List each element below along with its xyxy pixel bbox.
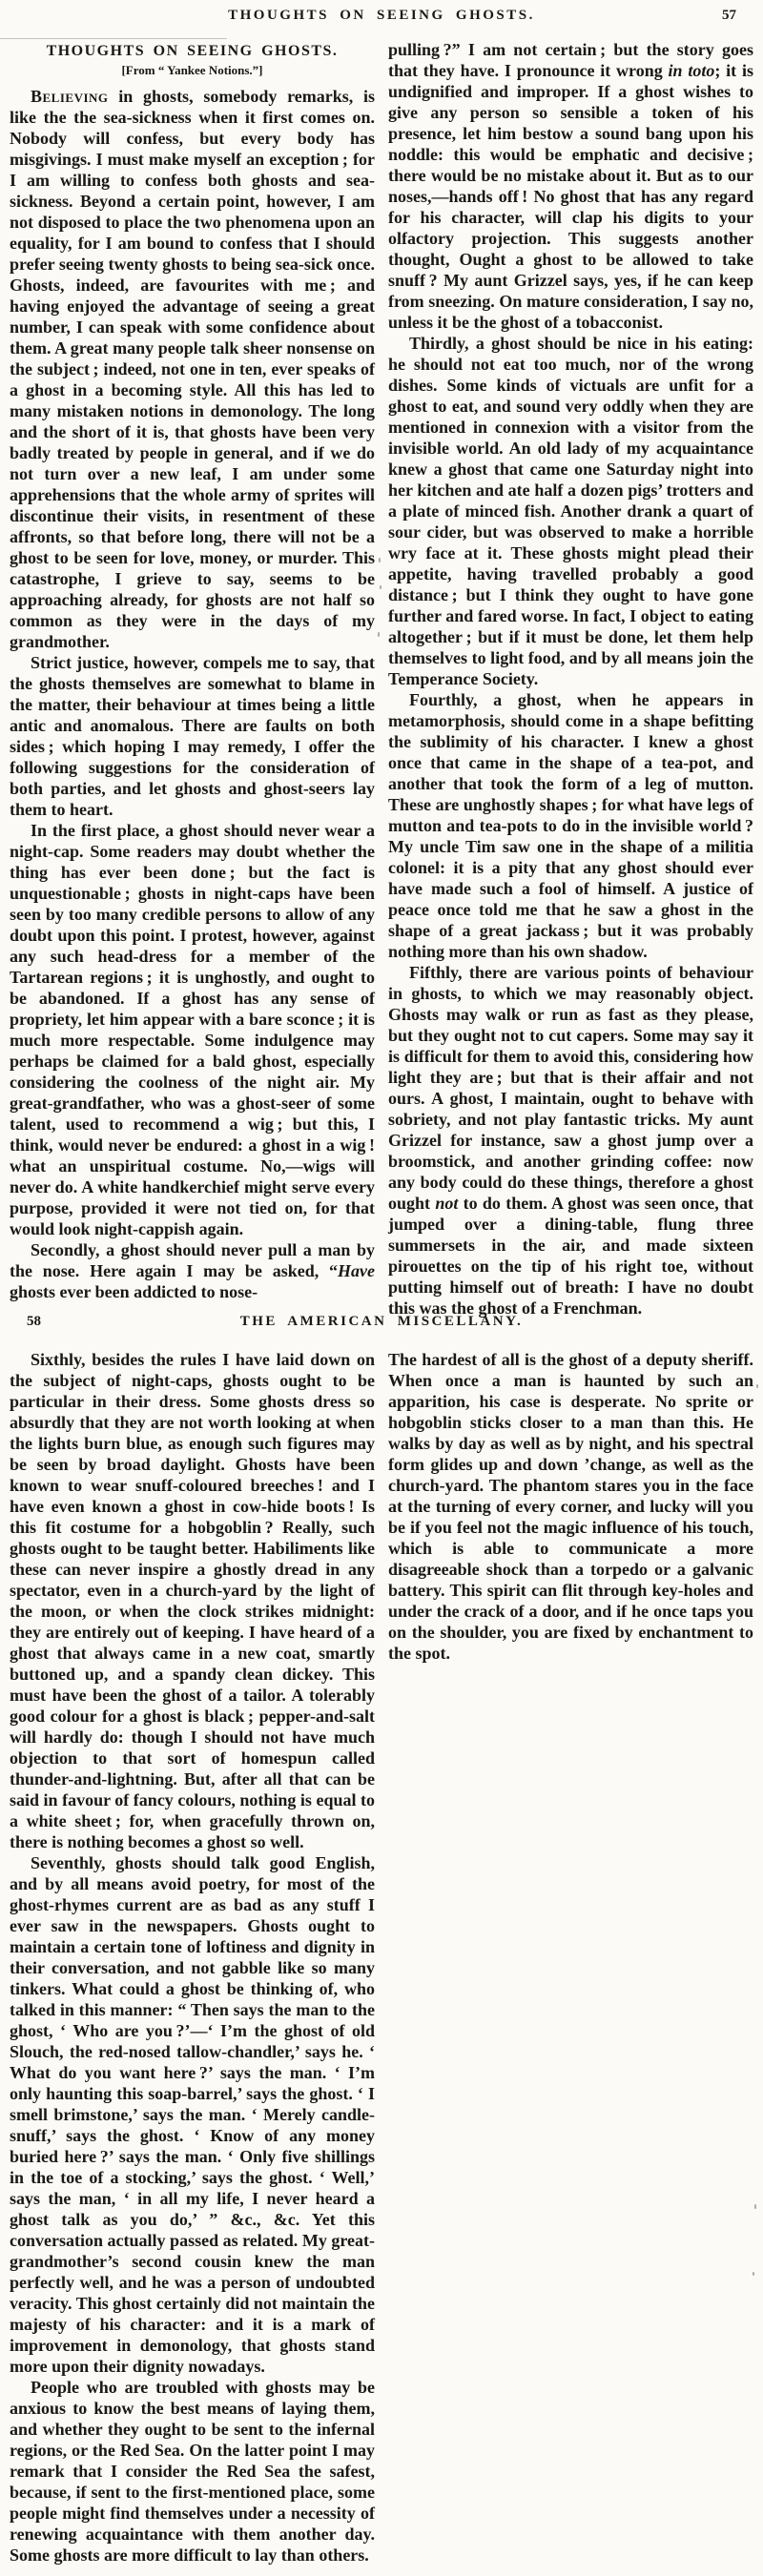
page-57-columns: [0, 39, 763, 1319]
ink-speck: [756, 1384, 758, 1388]
paragraph: In the first place, a ghost should never wear a night-cap. Some readers may doubt whether the thing has ever been done ; but the fact is unquestionable ; ghosts in night-caps have been seen by too many credible persons to allow of any doubt upon this point. I protest, however, against any such head-dress for a member of the Tartarean regions ; it is unghostly, and ought to be abandoned. If a ghost has any sense of propriety, let him appear with a bare sconce ; it is much more respectable. Some indulgence may perhaps be claimed for a bald ghost, especially considering the coolness of the night air. My great-grandfather, who was a ghost-seer of some talent, used to recommend a wig ; but this, I think, would never be endured: a ghost in a wig ! what an unspiritual costume. No,—wigs will never do. A white handkerchief might serve every purpose, provided it were not tied on, for that would look night-cappish again.: [10, 821, 375, 1238]
paragraph: Seventhly, ghosts should talk good English, and by all means avoid poetry, for most of the ghost-rhymes current are as bad as any stuff I ever saw in the newspapers. Ghosts ought to maintain a certain tone of loftiness and dignity in their conversation, and not gabble like so many tinkers. What could a ghost be thinking of, who talked in this manner: “ Then says the man to the ghost, ‘ Who are you ?’—‘ I’m the ghost of old Slouch, the red-nosed tallow-chandler,’ says he. ‘ What do you want here ?’ says the man. ‘ I’m only haunting this soap-barrel,’ says the ghost. ‘ I smell brimstone,’ says the man. ‘ Merely candle-snuff,’ says the ghost. ‘ Know of any money buried here ?’ says the man. ‘ Only five shillings in the toe of a stocking,’ says the ghost. ‘ Well,’ says the man, ‘ in all my life, I never heard a ghost talk as you do,’ ” &c., &c. Yet this conversation actually passed as related. My great-grandmother’s second cousin knew the man perfectly well, and he was a person of undoubted veracity. This ghost certainly did not maintain the majesty of his character: and it is a mark of improvement in demonology, that ghosts stand more upon their dignity nowadays.: [10, 1853, 375, 2376]
page-57-right-column-text: [388, 39, 753, 1319]
ink-speck: [754, 2204, 756, 2209]
scan-artifact-line: [0, 38, 227, 39]
paragraph: Secondly, a ghost should never pull a man by the nose. Here again I may be asked, “Have ghosts ever been addicted to nose-: [10, 1240, 375, 1301]
page-58-columns: [0, 1349, 763, 2566]
paragraph: The hardest of all is the ghost of a deputy sheriff. When once a man is haunted by such an apparition, his case is desperate. No sprite or hobgoblin sticks closer to a man than this. He walks by day as well as by night, and his spectral form glides up and down ’change, as well as the church-yard. The phantom stares you in the face at the turning of every corner, and lucky will you be if you feel not the magic influence of his touch, which is able to communicate a more disagreeable shock than a torpedo or a galvanic battery. This spirit can flit through key-holes and under the crack of a door, and if he once taps you on the shoulder, you are fixed by enchantment to the spot.: [388, 1350, 753, 1663]
page-57-left-column-text: [10, 86, 375, 1302]
page-number-58: 58: [27, 1314, 41, 1329]
page-58: [0, 1289, 763, 2576]
page-57-right-column: [388, 39, 753, 1319]
paragraph: Believing in ghosts, somebody remarks, is like the the sea-sickness when it first comes on. Nobody will confess, but every body has misgivings. I must make myself an exception ; for I am willing to confess both ghosts and sea-sickness. Beyond a certain point, however, I am not disposed to place the two phenomena upon an equality, for I am bound to confess that I should prefer seeing twenty ghosts to being sea-sick once. Ghosts, indeed, are favourites with me ; and having enjoyed the advantage of seeing a great number, I can speak with some confidence about them. A great many people talk sheer nonsense on the subject ; indeed, not one in ten, ever speaks of a ghost in a becoming style. All this has led to many mistaken notions in demonology. The long and the short of it is, that ghosts have been very badly treated by people in general, and if we do not turn over a new leaf, I am under some apprehensions that the whole army of sprites will discontinue their visits, in resentment of these affronts, so that before long, there will not be a ghost to be seen for love, money, or murder. This catastrophe, I grieve to say, seems to be approaching already, for ghosts are not half so common as they were in the days of my grandmother.: [10, 87, 375, 651]
running-header-58: [0, 1289, 763, 1330]
running-header-title: THE AMERICAN MISCELLANY.: [239, 1314, 524, 1329]
page-58-right-column: [388, 1349, 753, 2566]
paragraph: People who are troubled with ghosts may be anxious to know the best means of laying them, and whether they ought to be sent to the infernal regions, or the Red Sea. On the latter point I may remark that I consider the Red Sea the safest, because, if sent to the first-mentioned place, some people might find themselves under a necessity of renewing acquaintance with them another day. Some ghosts are more difficult to lay than others.: [10, 2378, 375, 2565]
paragraph: Fifthly, there are various points of behaviour in ghosts, to which we may reasonably object. Ghosts may walk or run as fast as they please, but they ought not to cut capers. Some may say it is difficult for them to avoid this, considering how light they are ; but that is their affair and not ours. A ghost, I maintain, ought to behave with sobriety, and not play fantastic tricks. My aunt Grizzel for instance, saw a ghost jump over a broomstick, and another grinding coffee: now any body could do these things, therefore a ghost ought not to do them. A ghost was seen once, that jumped over a dining-table, flung three summersets in the air, and made sixteen pirouettes on the tip of his right toe, without putting himself out of breath: I have no doubt this was the ghost of a Frenchman.: [388, 963, 753, 1318]
ink-speck: [753, 2272, 754, 2276]
ink-speck: [380, 585, 382, 589]
page-57-left-column: [10, 39, 375, 1319]
paragraph: pulling ?” I am not certain ; but the story goes that they have. I pronounce it wrong in toto; it is undignified and improper. If a ghost wishes to give any person so sensible a token of his presence, let him bestow a sound bang upon his noddle: this would be emphatic and decisive ; there would be no mistake about it. But as to our noses,—hands off ! No ghost that has any regard for his character, will clap his digits to your olfactory projection. This suggests another thought, Ought a ghost to be allowed to take snuff ? My aunt Grizzel says, yes, if he can keep from sneezing. On mature consideration, I say no, unless it be the ghost of a tobacconist.: [388, 40, 753, 332]
running-header-57: [0, 0, 763, 24]
paragraph: Thirdly, a ghost should be nice in his eating: he should not eat too much, nor of the wrong dishes. Some kinds of victuals are unfit for a ghost to eat, and sound very oddly when they are mentioned in connexion with a visitor from the invisible world. An old lady of my acquaintance knew a ghost that came one Saturday night into her kitchen and ate half a dozen pigs’ trotters and a plate of minced fish. Another drank a quart of sour cider, but was observed to make a horrible wry face at it. These ghosts might plead their appetite, having travelled probably a good distance ; but I think they ought to have gone further and fared worse. In fact, I object to eating altogether ; but if it must be done, let them help themselves to light food, and by all means join the Temperance Society.: [388, 334, 753, 688]
paragraph: Sixthly, besides the rules I have laid down on the subject of night-caps, ghosts ought to be particular in their dress. Some ghosts dress so absurdly that they are not worth looking at when the lights burn blue, as enough such figures may be seen by broad daylight. Ghosts have been known to wear snuff-coloured breeches ! and I have even known a ghost in cow-hide boots ! Is this fit costume for a hobgoblin ? Really, such ghosts ought to be taught better. Habiliments like these can never inspire a ghostly dread in any spectator, even in a church-yard by the light of the moon, or when the clock strikes midnight: they are entirely out of keeping. I have heard of a ghost that always came in a new coat, smartly buttoned up, and a spandy clean dickey. This must have been the ghost of a tailor. A tolerably good colour for a ghost is black ; pepper-and-salt will hardly do: though I should not have much objection to that sort of homespun called thunder-and-lightning. But, after all that can be said in favour of fancy colours, nothing is equal to a white sheet ; for, when gracefully thrown on, there is nothing becomes a ghost so well.: [10, 1350, 375, 1851]
running-header-title: THOUGHTS ON SEEING GHOSTS.: [228, 8, 535, 23]
article-title: THOUGHTS ON SEEING GHOSTS.: [46, 43, 339, 59]
page-58-left-column-text: [10, 1349, 375, 2566]
article-attribution: [From “ Yankee Notions.”]: [121, 63, 263, 77]
page-58-right-column-text: [388, 1349, 753, 1664]
paragraph: Fourthly, a ghost, when he appears in metamorphosis, should come in a shape befitting the sublimity of his character. I knew a ghost once that came in the shape of a tea-pot, and another that took the form of a leg of mutton. These are unghostly shapes ; for what have legs of mutton and tea-pots to do in the invisible world ? My uncle Tim saw one in the shape of a militia colonel: it is a pity that any ghost should ever have made such a fool of himself. A justice of peace once told me that he saw a ghost in the shape of a great jackass ; but it was probably nothing more than his own shadow.: [388, 690, 753, 961]
page-number-57: 57: [722, 8, 736, 23]
ink-speck: [378, 632, 380, 637]
ink-speck: [379, 558, 381, 562]
paragraph: Strict justice, however, compels me to say, that the ghosts themselves are somewhat to blame in the matter, their behaviour at times being a little antic and anomalous. There are faults on both sides ; which hoping I may remedy, I offer the following suggestions for the consideration of both parties, and let ghosts and ghost-seers lay them to heart.: [10, 653, 375, 819]
page-58-left-column: [10, 1349, 375, 2566]
